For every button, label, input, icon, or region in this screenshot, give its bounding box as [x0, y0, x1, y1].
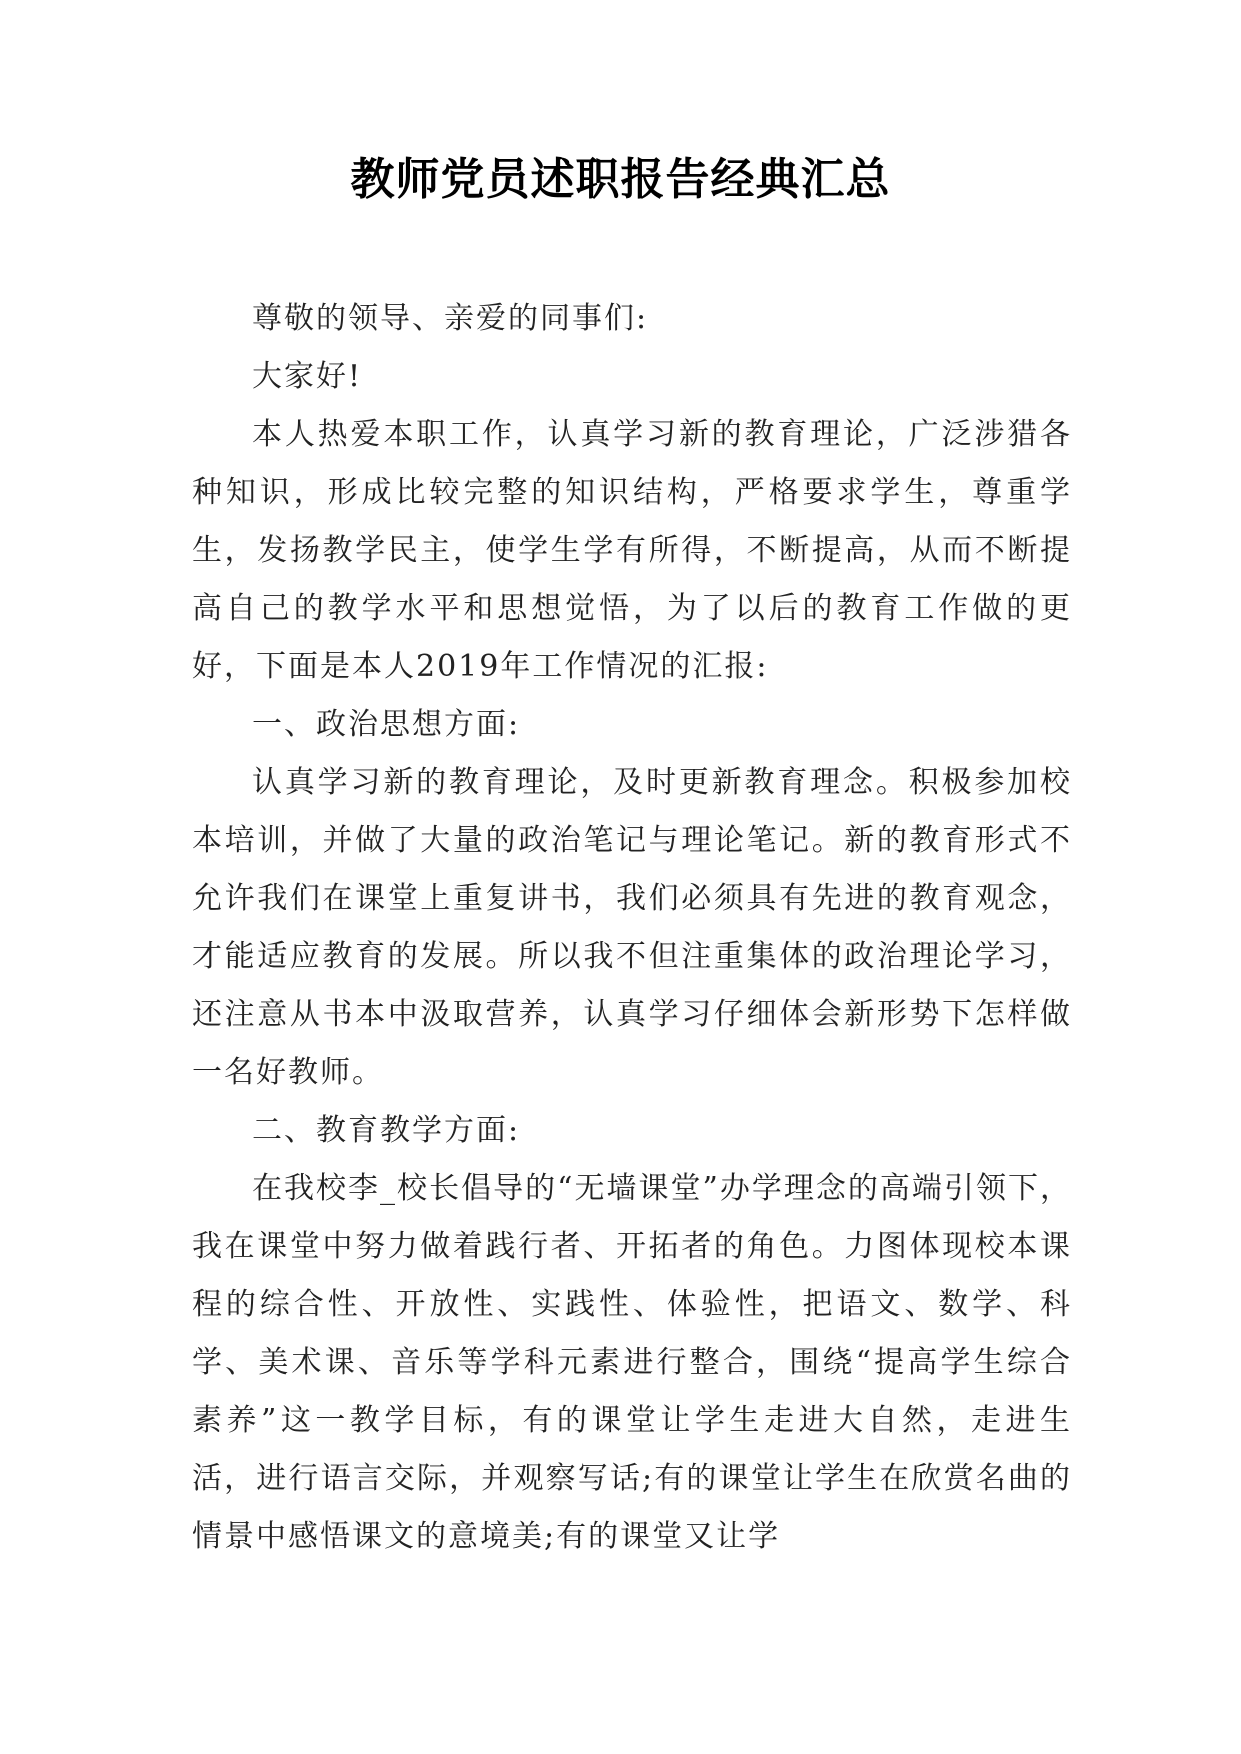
salutation-paragraph: 大家好!	[252, 359, 363, 394]
teaching-paragraph: 在我校李_校长倡导的“无墙课堂”办学理念的高端引领下，我在课堂中努力做着践行者、开拓者的角色。力图体现校本课程的综合性、开放性、实践性、体验性，把语文、数学、科学、美术课、音乐等学科元素进行整合，围绕“提高学生综合素养”这一教学目标，有的课堂让学生走进大自然，走进生活，进行语言交际，并观察写话;有的课堂让学生在欣赏名曲的情景中感悟课文的意境美;有的课堂又让学	[192, 1171, 1072, 1554]
political-paragraph: 认真学习新的教育理论，及时更新教育理念。积极参加校本培训，并做了大量的政治笔记与理论笔记。新的教育形式不允许我们在课堂上重复讲书，我们必须具有先进的教育观念，才能适应教育的发展。所以我不但注重集体的政治理论学习，还注意从书本中汲取营养，认真学习仔细体会新形势下怎样做一名好教师。	[192, 765, 1072, 1090]
greeting-paragraph: 尊敬的领导、亲爱的同事们:	[252, 301, 649, 336]
intro-paragraph: 本人热爱本职工作，认真学习新的教育理论，广泛涉猎各种知识，形成比较完整的知识结构，严格要求学生，尊重学生，发扬教学民主，使学生学有所得，不断提高，从而不断提高自己的教学水平和思想觉悟，为了以后的教育工作做的更好，下面是本人2019年工作情况的汇报:	[192, 417, 1072, 684]
document-body	[192, 290, 1072, 1566]
section-heading-political: 一、政治思想方面:	[252, 707, 521, 742]
document-title: 教师党员述职报告经典汇总	[350, 154, 891, 205]
section-heading-teaching: 二、教育教学方面:	[252, 1113, 521, 1148]
